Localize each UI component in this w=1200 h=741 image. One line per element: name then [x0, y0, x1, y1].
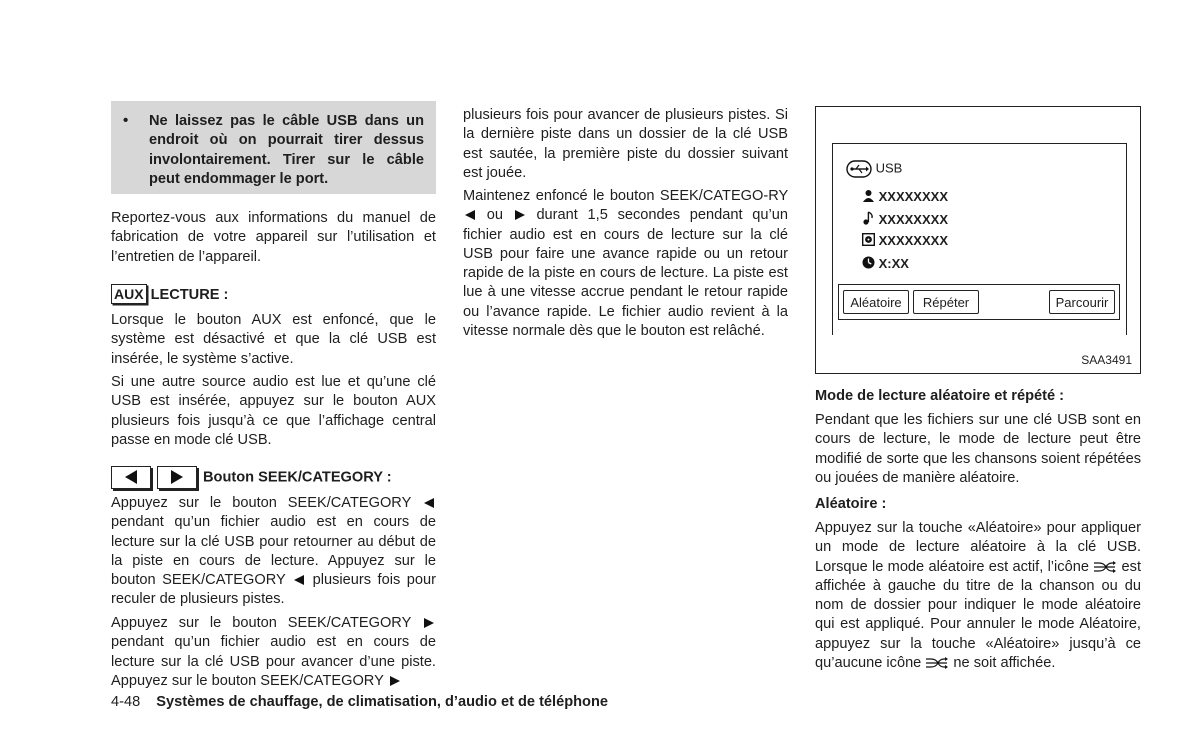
- aux-badge: AUX: [111, 284, 147, 304]
- intro-paragraph: Reportez-vous aux informations du manuel de fabrication de votre appareil sur l’utilisation et l’entretien de l’appareil.: [111, 210, 436, 265]
- seek-p2-part-b: pendant qu’un fichier audio est en cours de lecture sur la clé USB pour avancer d’une piste. Appuyez sur le bouton SEEK/CATEGORY: [111, 634, 436, 689]
- aux-heading: [111, 284, 228, 304]
- usb-source-label: USB: [875, 160, 903, 176]
- page-footer: [111, 694, 608, 710]
- seek-heading: [111, 466, 392, 489]
- song-label: XXXXXXXX: [878, 212, 948, 227]
- usb-source-row: [846, 160, 902, 178]
- seek-forward-icon: [422, 617, 436, 629]
- chapter-title: Systèmes de chauffage, de climatisation, d’audio et de téléphone: [156, 694, 608, 710]
- artist-row: [862, 189, 948, 205]
- random-paragraph: [815, 519, 1141, 673]
- time-row: [862, 256, 909, 272]
- seek-forward-icon: [388, 675, 402, 687]
- random-part-a: Appuyez sur la touche «Aléatoire» pour appliquer un mode de lecture aléatoire à la clé USB. Lorsque le mode aléatoire est actif, l’icône: [815, 520, 1141, 575]
- page-number: 4-48: [111, 694, 141, 710]
- seek-back-icon: [422, 497, 436, 509]
- random-part-c: ne soit affichée.: [953, 655, 1056, 672]
- shuffle-icon: [925, 657, 949, 669]
- aux-paragraph-1: Lorsque le bouton AUX est enfoncé, que le système est désactivé et que la clé USB est insérée, le système s’active.: [111, 312, 436, 367]
- usb-icon: [846, 160, 872, 178]
- usb-screen-figure: [815, 106, 1141, 374]
- time-label: X:XX: [878, 256, 909, 271]
- aux-paragraph-2: Si une autre source audio est lue et qu’une clé USB est insérée, appuyez sur le bouton AUX plusieurs fois jusqu’à ce que l’affichage central passe en mode clé USB.: [111, 374, 436, 448]
- clock-icon: [862, 256, 875, 269]
- seek-paragraph-1: [111, 494, 436, 610]
- random-heading: Aléatoire :: [815, 496, 887, 512]
- mode-heading: Mode de lecture aléatoire et répété :: [815, 388, 1064, 404]
- warning-bullet: •: [123, 112, 129, 129]
- screen-button-bar: [838, 284, 1120, 320]
- random-button[interactable]: Aléatoire: [843, 290, 909, 314]
- artist-icon: [862, 189, 875, 202]
- seek-back-icon: [292, 574, 306, 586]
- mode-paragraph: Pendant que les fichiers sur une clé USB sont en cours de lecture, le mode de lecture peut être modifié de sorte que les chansons soient répétées ou jouées de manière aléatoire.: [815, 412, 1141, 486]
- seek-p1-part-b: pendant qu’un fichier audio est en cours de lecture sur la clé USB pour retourner au début de la piste en cours de lecture. Appuyez sur le bouton SEEK/CATEGORY: [111, 514, 436, 589]
- seek-hold-part-b: durant 1,5 secondes pendant qu’un fichier audio est en cours de lecture sur la clé USB pour faire une avance rapide ou un retour rapide de la piste en cours de lecture. La piste est lue à une vitesse accrue pendant le retour rapide ou l’avance rapide. Le fichier audio revient à la vitesse normale dès que le bouton est relâché.: [463, 207, 788, 340]
- seek-paragraph-3: plusieurs fois pour avancer de plusieurs pistes. Si la dernière piste dans un dossier de la clé USB est sautée, la première piste du dossier suivant est jouée.: [463, 107, 788, 181]
- random-part-b: est affichée à gauche du titre de la chanson ou du nom de dossier pour indiquer le mode aléatoire qui est appliqué. Pour annuler le mode Aléatoire, appuyez sur la touche «Aléatoire» jusqu’à ce qu’aucune icône: [815, 558, 1142, 672]
- seek-heading-text: Bouton SEEK/CATEGORY :: [203, 469, 392, 486]
- seek-p1-part-a: Appuyez sur le bouton SEEK/CATEGORY: [111, 495, 412, 511]
- aux-heading-text: LECTURE :: [150, 287, 229, 303]
- seek-back-key-icon: [111, 466, 151, 489]
- seek-p1-part-c: plusieurs fois pour reculer de plusieurs pistes.: [111, 572, 437, 608]
- warning-text: Ne laissez pas le câble USB dans un endroit où on pourrait tirer dessus involontairement. Tirer sur le câble peut endommager le port.: [149, 113, 424, 187]
- figure-code: SAA3491: [1081, 353, 1132, 367]
- seek-forward-key-icon: [157, 466, 197, 489]
- album-row: [862, 233, 948, 249]
- seek-forward-icon: [513, 209, 527, 221]
- shuffle-icon: [1093, 561, 1117, 573]
- seek-paragraph-2: [111, 614, 436, 691]
- repeat-button[interactable]: Répéter: [913, 290, 979, 314]
- seek-hold-paragraph: [463, 187, 788, 341]
- album-label: XXXXXXXX: [878, 233, 948, 248]
- warning-box: [111, 101, 436, 194]
- album-icon: [862, 233, 875, 246]
- seek-p2-part-a: Appuyez sur le bouton SEEK/CATEGORY: [111, 615, 412, 631]
- seek-hold-or: ou: [486, 207, 503, 224]
- seek-hold-part-a: Maintenez enfoncé le bouton SEEK/CATEGO-RY: [463, 188, 788, 204]
- browse-button[interactable]: Parcourir: [1049, 290, 1115, 314]
- artist-label: XXXXXXXX: [878, 189, 948, 204]
- music-note-icon: [862, 211, 875, 225]
- seek-back-icon: [463, 209, 477, 221]
- song-row: [862, 211, 948, 228]
